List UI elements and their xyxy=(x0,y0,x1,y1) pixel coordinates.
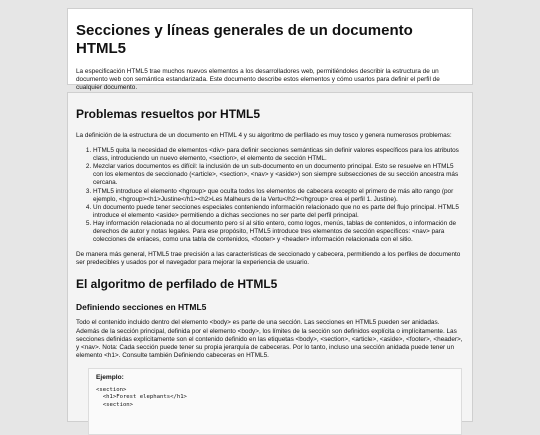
algorithm-subheading: Definiendo secciones en HTML5 xyxy=(76,302,207,313)
content-card xyxy=(67,92,473,422)
algorithm-heading: El algoritmo de perfilado de HTML5 xyxy=(76,277,278,292)
example-label: Ejemplo: xyxy=(96,373,124,381)
list-item: 3. HTML5 introduce el elemento <hgroup> que oculta todos los elementos de cabecera excepto el primero de más alto rango (por ejemplo, <hgroup><h1>Justine</h1><h2>Les Malheurs de la Vertu</h2></hgroup> crea el perfil 1. Justine). xyxy=(93,188,464,204)
problems-list xyxy=(76,147,464,244)
list-item: 5. Hay información relacionada no al documento pero sí al sitio entero, como logos, menús, tablas de contenidos, o información de derechos de autor y notas legales. Para ese propósito, HTML5 introduce tres elementos de sección específicos: <nav> para colecciones de enlaces, como una tabla de contenidos, <footer> y <header> información relacionada con el sitio. xyxy=(93,220,464,244)
problems-closing: De manera más general, HTML5 trae precisión a las características de seccionado y cabecera, permitiendo a los perfiles de documento ser predecibles y usados por el navegador para mejorar la experiencia de usuario. xyxy=(76,251,461,267)
code-block: <section> <h1>Forest elephants</h1> <section> xyxy=(96,386,187,408)
intro-card xyxy=(67,8,473,92)
page-title: Secciones y líneas generales de un documento HTML5 xyxy=(76,22,413,57)
list-item: 2. Mezclar varios documentos es difícil: la inclusión de un sub-documento en un documento principal. Esto se resuelve en HTML5 con los elementos de seccionado (<article>, <section>, <nav> y <aside>) son siempre subsecciones de su sección ancestra más cercana. xyxy=(93,163,464,187)
problems-lead: La definición de la estructura de un documento en HTML 4 y su algoritmo de perfilado es muy tosco y genera numerosos problemas: xyxy=(76,132,452,139)
code-example xyxy=(88,368,462,435)
list-item: 4. Un documento puede tener secciones especiales conteniendo información relacionado que no es parte del flujo principal. HTML5 introduce el elemento <aside> permitiendo a dichas secciones no ser parte del perfil principal. xyxy=(93,204,464,220)
problems-heading: Problemas resueltos por HTML5 xyxy=(76,107,261,121)
algorithm-paragraph: Todo el contenido incluido dentro del elemento <body> es parte de una sección. Las secciones en HTML5 pueden ser anidadas. Además de la sección principal, definida por el elemento <body>, los límites de la sección son definidos explícita o implícitamente. Las secciones definidas explícitamente son el contenido definido en las etiquetas <body>, <section>, <article>, <aside>, <footer>, <header>, y <nav>. Nota: Cada sección puede tener su propia jerarquía de cabeceras. Por lo tanto, incluso una sección anidada puede tener un elemento <h1>. Consulte también Definiendo cabeceras en HTML5. xyxy=(76,319,463,359)
intro-paragraph: La especificación HTML5 trae muchos nuevos elementos a los desarrolladores web, permitiéndoles describir la estructura de un documento web con semántica estandarizada. Este documento describe estos elementos y cómo usarlos para definir el perfil de cualquier documento. xyxy=(76,68,440,92)
list-item: 1. HTML5 quita la necesidad de elementos <div> para definir secciones semánticas sin definir valores específicos para los atributos class, introduciendo un nuevo elemento, <section>, el elemento de sección HTML. xyxy=(93,147,464,163)
